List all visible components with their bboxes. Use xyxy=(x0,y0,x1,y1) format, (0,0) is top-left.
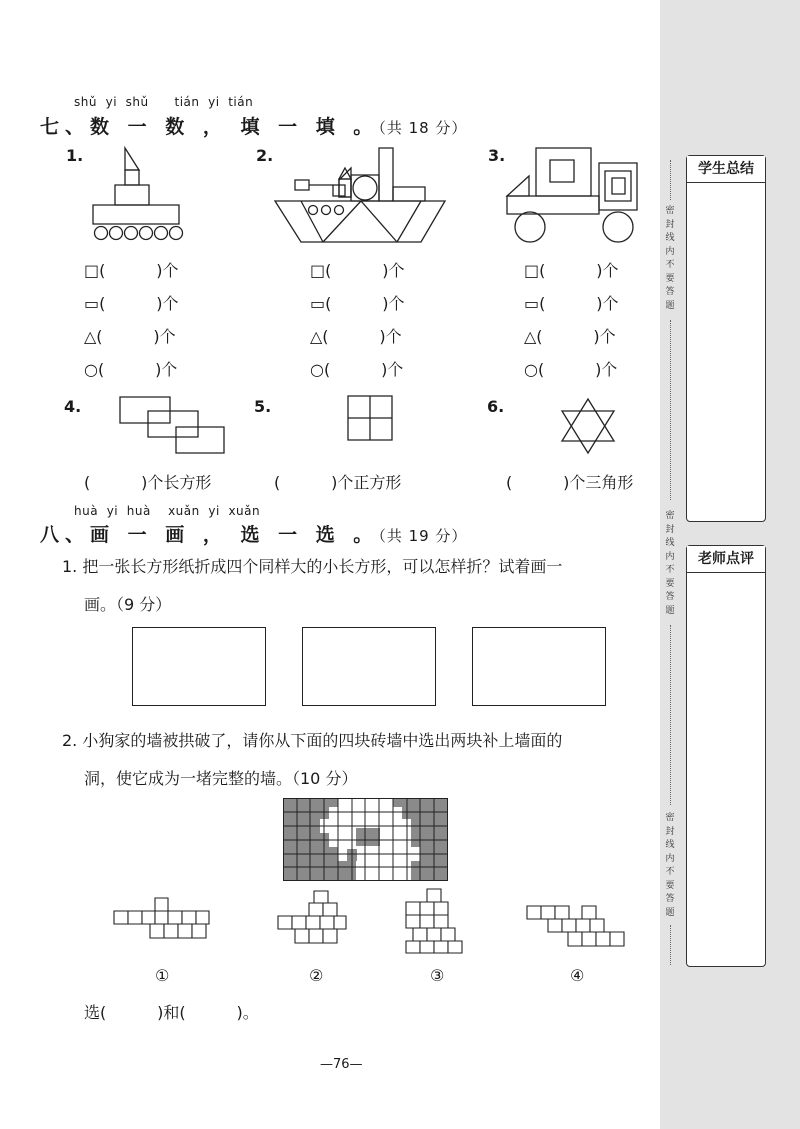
seal-dash-2 xyxy=(670,625,671,805)
wall-piece-option-4[interactable] xyxy=(526,905,626,951)
item6-number: 6. xyxy=(487,397,505,416)
truck-figure xyxy=(505,145,640,245)
count-rows-2 xyxy=(310,258,404,390)
ship-figure xyxy=(273,145,448,250)
teacher-review-title: 老师点评 xyxy=(687,546,765,573)
section8-points: （共 19 分） xyxy=(378,527,468,545)
count-triangle-1[interactable]: △( )个 xyxy=(84,327,176,346)
seal-dash-1b xyxy=(670,320,671,500)
seal-text-1: 密封线内不要答题 xyxy=(665,206,675,311)
section7-points: （共 18 分） xyxy=(378,119,468,137)
item4-number: 4. xyxy=(64,397,82,416)
section7-pinyin: shǔ yi shǔ tián yi tián xyxy=(74,95,254,109)
count-square-1[interactable]: □( )个 xyxy=(84,261,179,280)
student-summary-title: 学生总结 xyxy=(687,156,765,183)
seal-dash-1a xyxy=(670,160,671,200)
question1-text xyxy=(62,548,662,624)
section7-title-text: 七、数 一 数 ， 填 一 填 。 xyxy=(40,116,379,138)
star-of-david-figure xyxy=(560,397,616,457)
overlapping-rectangles-figure xyxy=(118,395,228,457)
square-count-answer[interactable]: ( )个正方形 xyxy=(274,473,402,492)
fold-drawing-box-1[interactable] xyxy=(132,627,266,706)
seal-text-3: 密封线内不要答题 xyxy=(665,813,675,918)
wall-piece-option-2[interactable] xyxy=(277,890,347,952)
option-label-3: ③ xyxy=(430,966,445,985)
question2-line1: 2. 小狗家的墙被拱破了，请你从下面的四块砖墙中选出两块补上墙面的 xyxy=(62,731,563,750)
count-circle-3[interactable]: ○( )个 xyxy=(524,360,618,379)
item5-number: 5. xyxy=(254,397,272,416)
count-triangle-3[interactable]: △( )个 xyxy=(524,327,616,346)
option-label-1: ① xyxy=(155,966,170,985)
brick-wall-figure xyxy=(283,798,449,882)
question1-line1: 1. 把一张长方形纸折成四个同样大的小长方形，可以怎样折？试着画一 xyxy=(62,557,563,576)
seal-dash-3 xyxy=(670,925,671,965)
option-label-4: ④ xyxy=(570,966,585,985)
wall-piece-option-3[interactable] xyxy=(404,888,464,954)
item3-number: 3. xyxy=(488,146,506,165)
student-summary-box[interactable] xyxy=(686,155,766,522)
count-circle-1[interactable]: ○( )个 xyxy=(84,360,178,379)
item2-number: 2. xyxy=(256,146,274,165)
question2-text xyxy=(62,722,662,798)
count-circle-2[interactable]: ○( )个 xyxy=(310,360,404,379)
seal-text-2: 密封线内不要答题 xyxy=(665,511,675,616)
option-label-2: ② xyxy=(309,966,324,985)
count-rectangle-3[interactable]: ▭( )个 xyxy=(524,294,619,313)
section8-pinyin: huà yi huà xuǎn yi xuǎn xyxy=(74,504,261,518)
question2-line2: 洞，使它成为一堵完整的墙。（10 分） xyxy=(84,769,358,788)
question1-line2: 画。（9 分） xyxy=(84,595,172,614)
count-rows-1 xyxy=(84,258,178,390)
four-squares-figure xyxy=(346,394,396,442)
count-rectangle-1[interactable]: ▭( )个 xyxy=(84,294,179,313)
fold-drawing-box-3[interactable] xyxy=(472,627,606,706)
tank-figure xyxy=(90,145,185,245)
wall-piece-option-1[interactable] xyxy=(113,897,213,943)
count-square-3[interactable]: □( )个 xyxy=(524,261,619,280)
section8-title xyxy=(40,520,467,547)
page-number: —76— xyxy=(320,1057,363,1072)
rectangle-count-answer[interactable]: ( )个长方形 xyxy=(84,473,212,492)
count-rows-3 xyxy=(524,258,618,390)
answer-choice-line[interactable]: 选( )和( )。 xyxy=(84,1003,259,1022)
section8-title-text: 八、画 一 画 ， 选 一 选 。 xyxy=(40,524,379,546)
count-triangle-2[interactable]: △( )个 xyxy=(310,327,402,346)
fold-drawing-box-2[interactable] xyxy=(302,627,436,706)
triangle-count-answer[interactable]: ( )个三角形 xyxy=(506,473,634,492)
item1-number: 1. xyxy=(66,146,84,165)
count-square-2[interactable]: □( )个 xyxy=(310,261,405,280)
teacher-review-box[interactable] xyxy=(686,545,766,967)
count-rectangle-2[interactable]: ▭( )个 xyxy=(310,294,405,313)
section7-title xyxy=(40,112,467,139)
